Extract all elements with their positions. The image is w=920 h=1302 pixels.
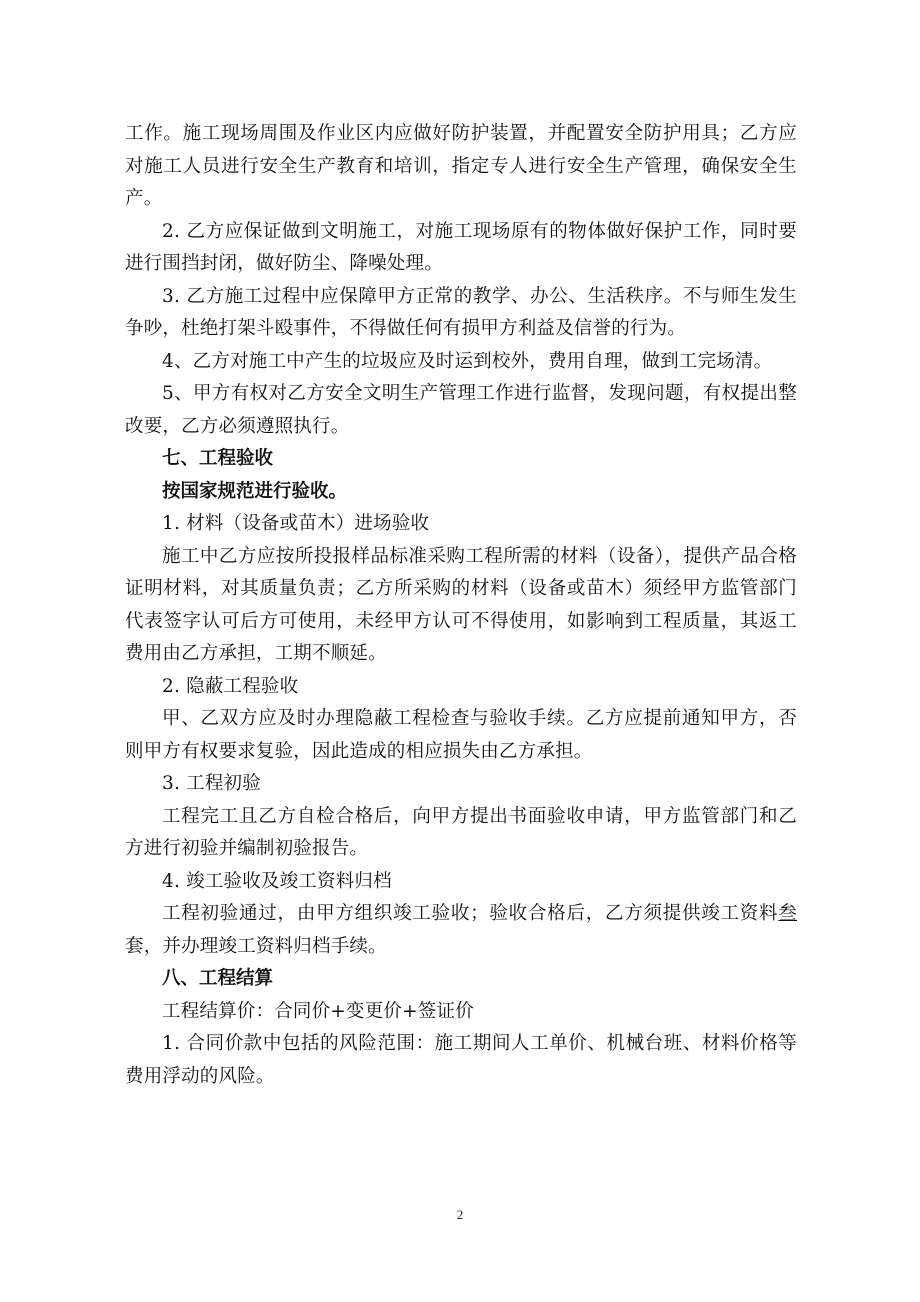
paragraph-item-3-order: 3. 乙方施工过程中应保障甲方正常的教学、办公、生活秩序。不与师生发生争吵，杜绝打架斗殴事件，不得做任何有损甲方利益及信誉的行为。 — [125, 285, 797, 339]
section-heading-acceptance: 七、工程验收 — [162, 448, 274, 469]
paragraph-item-4-waste: 4、乙方对施工中产生的垃圾应及时运到校外，费用自理，做到工完场清。 — [162, 350, 773, 372]
acceptance-standard-note: 按国家规范进行验收。 — [162, 480, 348, 502]
paragraph-item-5-supervision: 5、甲方有权对乙方安全文明生产管理工作进行监督，发现问题，有权提出整改要，乙方必须遵照执行。 — [125, 383, 797, 437]
subheading-initial-inspection: 3. 工程初验 — [162, 773, 261, 794]
paragraph-completion-acceptance — [125, 898, 797, 963]
paragraph-risk-scope: 1. 合同价款中包括的风险范围：施工期间人工单价、机械台班、材料价格等费用浮动的风险。 — [125, 1033, 797, 1087]
paragraph-initial-inspection: 工程完工且乙方自检合格后，向甲方提出书面验收申请，甲方监管部门和乙方进行初验并编制初验报告。 — [125, 805, 797, 859]
paragraph-material-acceptance: 施工中乙方应按所投报样品标准采购工程所需的材料（设备），提供产品合格证明材料，对其质量负责；乙方所采购的材料（设备或苗木）须经甲方监管部门代表签字认可后方可使用，未经甲方认可不得使用，如影响到工程质量，其返工费用由乙方承担，工期不顺延。 — [125, 545, 797, 664]
paragraph-safety-continuation: 工作。施工现场周围及作业区内应做好防护装置，并配置安全防护用具；乙方应对施工人员进行安全生产教育和培训，指定专人进行安全生产管理，确保安全生产。 — [125, 123, 797, 209]
completion-text-part-1: 工程初验通过，由甲方组织竣工验收；验收合格后，乙方须提供竣工资料 — [162, 903, 779, 924]
section-heading-settlement: 八、工程结算 — [162, 968, 274, 989]
paragraph-settlement-formula: 工程结算价：合同价+变更价+签证价 — [162, 1000, 474, 1022]
copies-count: 叁 — [778, 903, 797, 924]
subheading-completion-acceptance: 4. 竣工验收及竣工资料归档 — [162, 870, 392, 892]
page-number: 2 — [456, 1207, 464, 1222]
subheading-material-acceptance: 1. 材料（设备或苗木）进场验收 — [162, 513, 430, 534]
completion-text-part-2: 套，并办理竣工资料归档手续。 — [125, 935, 387, 957]
subheading-concealed-works: 2. 隐蔽工程验收 — [162, 675, 299, 697]
document-body — [125, 118, 797, 1093]
paragraph-concealed-works: 甲、乙双方应及时办理隐蔽工程检查与验收手续。乙方应提前通知甲方，否则甲方有权要求复验，因此造成的相应损失由乙方承担。 — [125, 708, 797, 762]
paragraph-item-2-civilized-construction: 2. 乙方应保证做到文明施工，对施工现场原有的物体做好保护工作，同时要进行围挡封闭，做好防尘、降噪处理。 — [125, 220, 797, 274]
